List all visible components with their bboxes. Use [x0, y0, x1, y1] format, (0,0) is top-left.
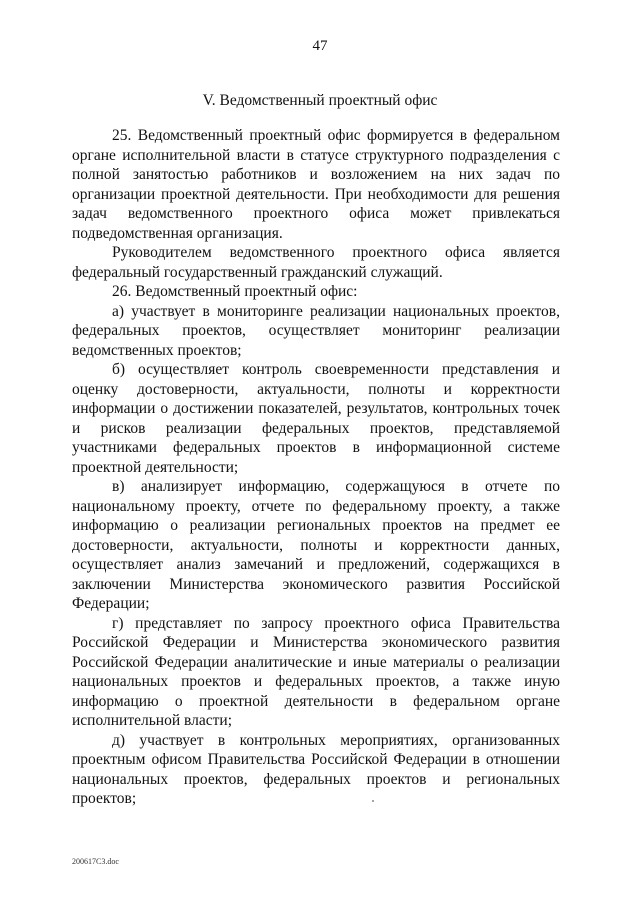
scan-speck: [372, 800, 374, 802]
paragraph-item-g: г) представляет по запросу проектного офиса Правительства Российской Федерации и Министерства экономического развития Российской Федерации аналитические и иные материалы о реализации национальных проектов и федеральных проектов, а также иную информацию о проектной деятельности в федеральном органе исполнительной власти;: [72, 614, 560, 729]
paragraph-item-d: д) участвует в контрольных мероприятиях, организованных проектным офисом Правительства Российской Федерации в отношении национальных проектов, федеральных проектов и региональных проектов;: [72, 731, 560, 807]
paragraph-item-b: б) осуществляет контроль своевременности представления и оценку достоверности, актуальности, полноты и корректности информации о достижении показателей, результатов, контрольных точек и рисков реализации федеральных проектов, представляемой участниками федеральных проектов в информационной системе проектной деятельности;: [72, 361, 560, 476]
paragraph-head: Руководителем ведомственного проектного офиса является федеральный государственный гражданский служащий.: [72, 244, 560, 281]
paragraph-26: 26. Ведомственный проектный офис:: [112, 283, 358, 300]
paragraph-25: 25. Ведомственный проектный офис формируется в федеральном органе исполнительной власти в статусе структурного подразделения с полной занятостью работников и возложением на них задач по организации проектной деятельности. При необходимости для решения задач ведомственного проектного офиса может привлекаться подведомственная организация.: [72, 127, 560, 242]
section-title: V. Ведомственный проектный офис: [202, 92, 438, 109]
footer-filename: 200617C3.doc: [72, 857, 119, 866]
paragraph-item-v: в) анализирует информацию, содержащуюся в отчете по национальному проекту, отчете по федеральному проекту, а также информацию о реализации региональных проектов на предмет ее достоверности, актуальности, полноты и корректности данных, осуществляет анализ замечаний и предложений, содержащихся в заключении Министерства экономического развития Российской Федерации;: [72, 478, 560, 612]
paragraph-item-a: а) участвует в мониторинге реализации национальных проектов, федеральных проектов, осуществляет мониторинг реализации ведомственных проектов;: [72, 302, 560, 359]
document-body: [72, 126, 560, 809]
page-number: 47: [312, 38, 328, 54]
